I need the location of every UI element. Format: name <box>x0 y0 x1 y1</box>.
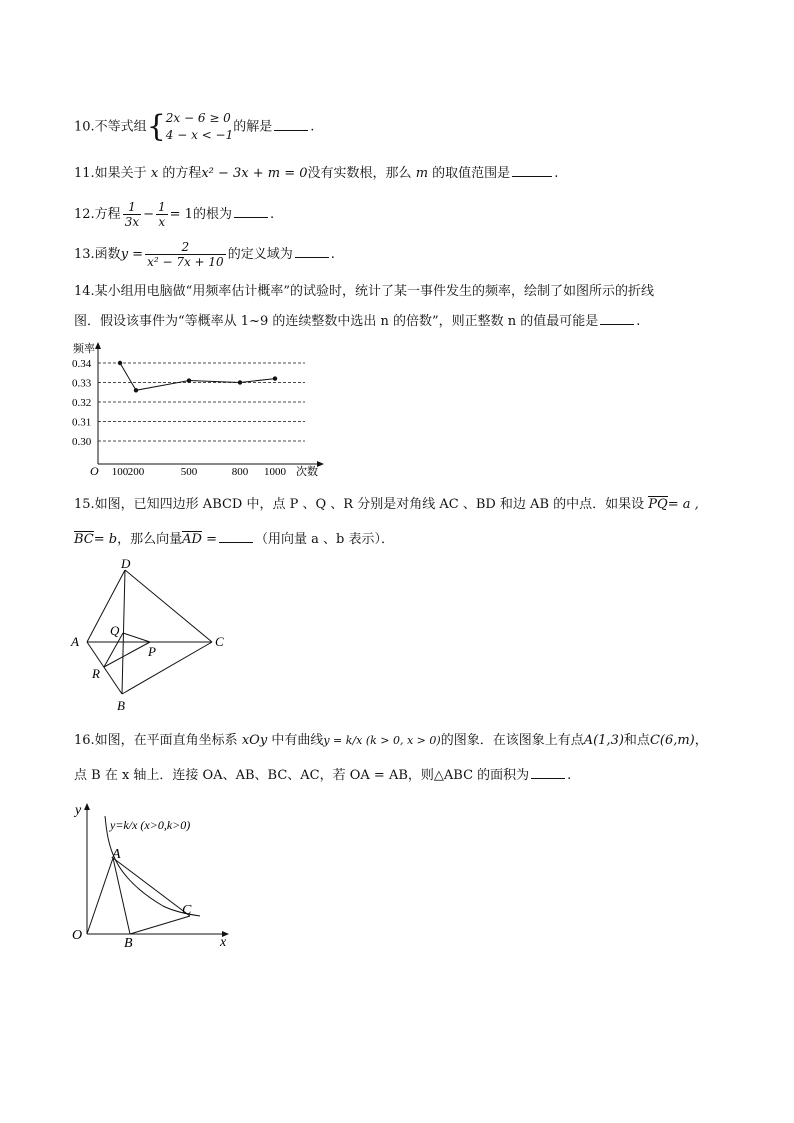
inequality-system <box>166 110 233 144</box>
curve-equation-label: y=k/x (x>0,k>0) <box>110 818 191 832</box>
question-13 <box>74 240 335 269</box>
x-tick-label: 500 <box>180 466 198 478</box>
q16-point-a: A(1,3) <box>583 733 624 748</box>
answer-blank-12[interactable] <box>234 205 268 218</box>
fraction-1 <box>123 200 141 229</box>
q12-suffix: 的根为 <box>192 207 232 222</box>
frac1-num: 1 <box>123 200 141 215</box>
q10-prefix: 10.不等式组 <box>74 119 147 135</box>
label-d: D <box>121 556 131 571</box>
origin-label: O <box>90 464 99 478</box>
q15-eq-b: = b <box>93 532 118 547</box>
q13-num: 2 <box>145 240 226 255</box>
q11-var-x: x <box>150 166 159 181</box>
frac2-num: 1 <box>158 200 166 214</box>
y-tick-labels <box>72 358 92 448</box>
y-tick-label: 0.33 <box>72 377 92 390</box>
x-tick-label: 800 <box>231 466 249 478</box>
q14-line2: 图．假设该事件为“等概率从 1~9 的连续整数中选出 n 的倍数”，则正整数 n 的值最可能是 <box>74 314 599 329</box>
q16-prefix: 16.如图，在平面直角坐标系 <box>74 733 238 748</box>
question-14-line-1: 14.某小组用电脑做“用频率估计概率”的试验时，统计了某一事件发生的频率，绘制了如图所示的折线 <box>74 284 654 299</box>
q15-eq-a: = a , <box>667 497 699 512</box>
q13-den: x² − 7x + 10 <box>147 255 224 269</box>
ineq-line-2: 4 − x < −1 <box>165 128 234 142</box>
vector-ad: AD <box>182 532 202 547</box>
answer-blank-10[interactable] <box>274 118 308 131</box>
q16-xoy: xOy <box>241 733 268 748</box>
q11-mid1: 的方程 <box>162 166 202 181</box>
frac2-den: x <box>158 215 166 229</box>
x-tick-label: 1000 <box>264 466 286 478</box>
y-tick-label: 0.32 <box>72 397 92 409</box>
x-tick-label: 200 <box>127 466 145 478</box>
data-point <box>273 376 277 380</box>
question-16-line-2 <box>74 766 571 785</box>
label-a: A <box>71 634 79 649</box>
axis-y-label: y <box>75 803 82 818</box>
answer-blank-14[interactable] <box>600 312 634 325</box>
x-axis-arrow <box>317 461 324 467</box>
ineq-line-1: 2x − 6 ≥ 0 <box>165 111 231 125</box>
answer-blank-15[interactable] <box>219 530 253 543</box>
point-a-label: A <box>112 847 121 862</box>
question-12 <box>74 200 274 229</box>
data-point <box>238 380 242 384</box>
vector-bc: BC <box>74 532 94 547</box>
q15-eq: = <box>206 532 217 547</box>
y-axis-arrow <box>84 803 90 810</box>
q13-y-eq: y = <box>120 247 144 262</box>
y-tick-label: 0.31 <box>72 416 92 429</box>
chart-axes <box>95 342 324 467</box>
q16-and: 和点 <box>623 733 650 748</box>
x-axis-label: 次数 <box>296 466 318 478</box>
q13-end: . <box>330 247 335 262</box>
segment-bc <box>130 916 190 934</box>
question-11 <box>74 164 558 183</box>
q16-line1-end: ， <box>694 733 708 748</box>
q11-equation: x² − 3x + m = 0 <box>201 166 308 181</box>
q15-suffix: （用向量 a 、b 表示）． <box>254 532 394 547</box>
label-b: B <box>117 698 125 713</box>
answer-blank-16[interactable] <box>531 766 565 779</box>
q11-prefix: 11.如果关于 <box>74 166 147 181</box>
x-tick-labels <box>112 466 287 478</box>
q14-end: . <box>636 314 641 329</box>
answer-blank-13[interactable] <box>295 245 329 258</box>
fraction-13 <box>145 240 226 269</box>
q15-mid: ，那么向量 <box>117 532 183 547</box>
label-c: C <box>215 634 224 649</box>
y-tick-label: 0.30 <box>72 436 92 448</box>
data-point <box>187 378 191 382</box>
point-c-label: C <box>182 903 192 918</box>
answer-blank-11[interactable] <box>512 164 552 177</box>
label-q: Q <box>110 623 120 638</box>
quadrilateral-figure <box>66 555 236 715</box>
vector-pq: PQ <box>648 497 668 512</box>
data-point <box>134 388 138 392</box>
q11-var-m: m <box>415 166 429 181</box>
segment-dc <box>125 570 212 642</box>
question-10 <box>74 110 314 144</box>
q13-suffix: 的定义域为 <box>227 247 293 262</box>
q16-point-c: C(6,m) <box>649 733 695 748</box>
segment-db <box>122 570 125 694</box>
q16-end: . <box>567 768 572 783</box>
q16-line2: 点 B 在 x 轴上．连接 OA、AB、BC、AC，若 OA = AB，则△ABC 的面积为 <box>74 768 530 783</box>
segment-qp <box>123 633 150 642</box>
origin-o-label: O <box>72 928 83 943</box>
q10-end: . <box>310 119 315 135</box>
hyperbola-figure <box>68 798 248 953</box>
y-tick-label: 0.34 <box>72 358 92 370</box>
segment-ac <box>113 858 190 916</box>
q16-mid: 中有曲线 <box>271 733 324 748</box>
series-line <box>120 363 275 390</box>
q11-suffix: 的取值范围是 <box>432 166 511 181</box>
label-r: R <box>92 666 100 681</box>
x-tick-label: 100 <box>111 466 129 478</box>
data-point <box>118 361 122 365</box>
q12-equals: = 1 <box>169 207 193 222</box>
chart-grid <box>98 363 305 441</box>
y-axis-arrow <box>95 342 101 349</box>
q16-mid2: 的图象．在该图象上有点 <box>440 733 584 748</box>
q16-curve: y = k/x (k > 0, x > 0) <box>323 734 441 747</box>
data-points <box>118 361 277 393</box>
question-14-line-2 <box>74 312 640 331</box>
q11-end: . <box>554 166 559 181</box>
segment-oa <box>87 858 113 934</box>
q12-prefix: 12.方程 <box>74 207 121 222</box>
q11-mid2: 没有实数根，那么 <box>307 166 412 181</box>
q12-minus: − <box>143 207 154 222</box>
label-p: P <box>148 644 156 659</box>
frac1-den: 3x <box>124 215 140 229</box>
question-15-line-2 <box>74 530 394 549</box>
axis-x-label: x <box>220 935 227 950</box>
q12-end: . <box>269 207 275 222</box>
question-16-line-1 <box>74 732 708 750</box>
fraction-2 <box>156 200 168 229</box>
y-axis-label: 频率 <box>73 343 95 355</box>
question-15-line-1 <box>74 496 699 514</box>
q15-line1: 15.如图，已知四边形 ABCD 中，点 P 、Q 、R 分别是对角线 AC 、BD 和边 AB 的中点．如果设 <box>74 497 645 512</box>
brace: { <box>146 109 166 144</box>
q10-suffix: 的解是 <box>233 119 273 135</box>
q13-prefix: 13.函数 <box>74 247 121 262</box>
point-b-label: B <box>124 936 133 951</box>
frequency-line-chart <box>70 338 330 478</box>
